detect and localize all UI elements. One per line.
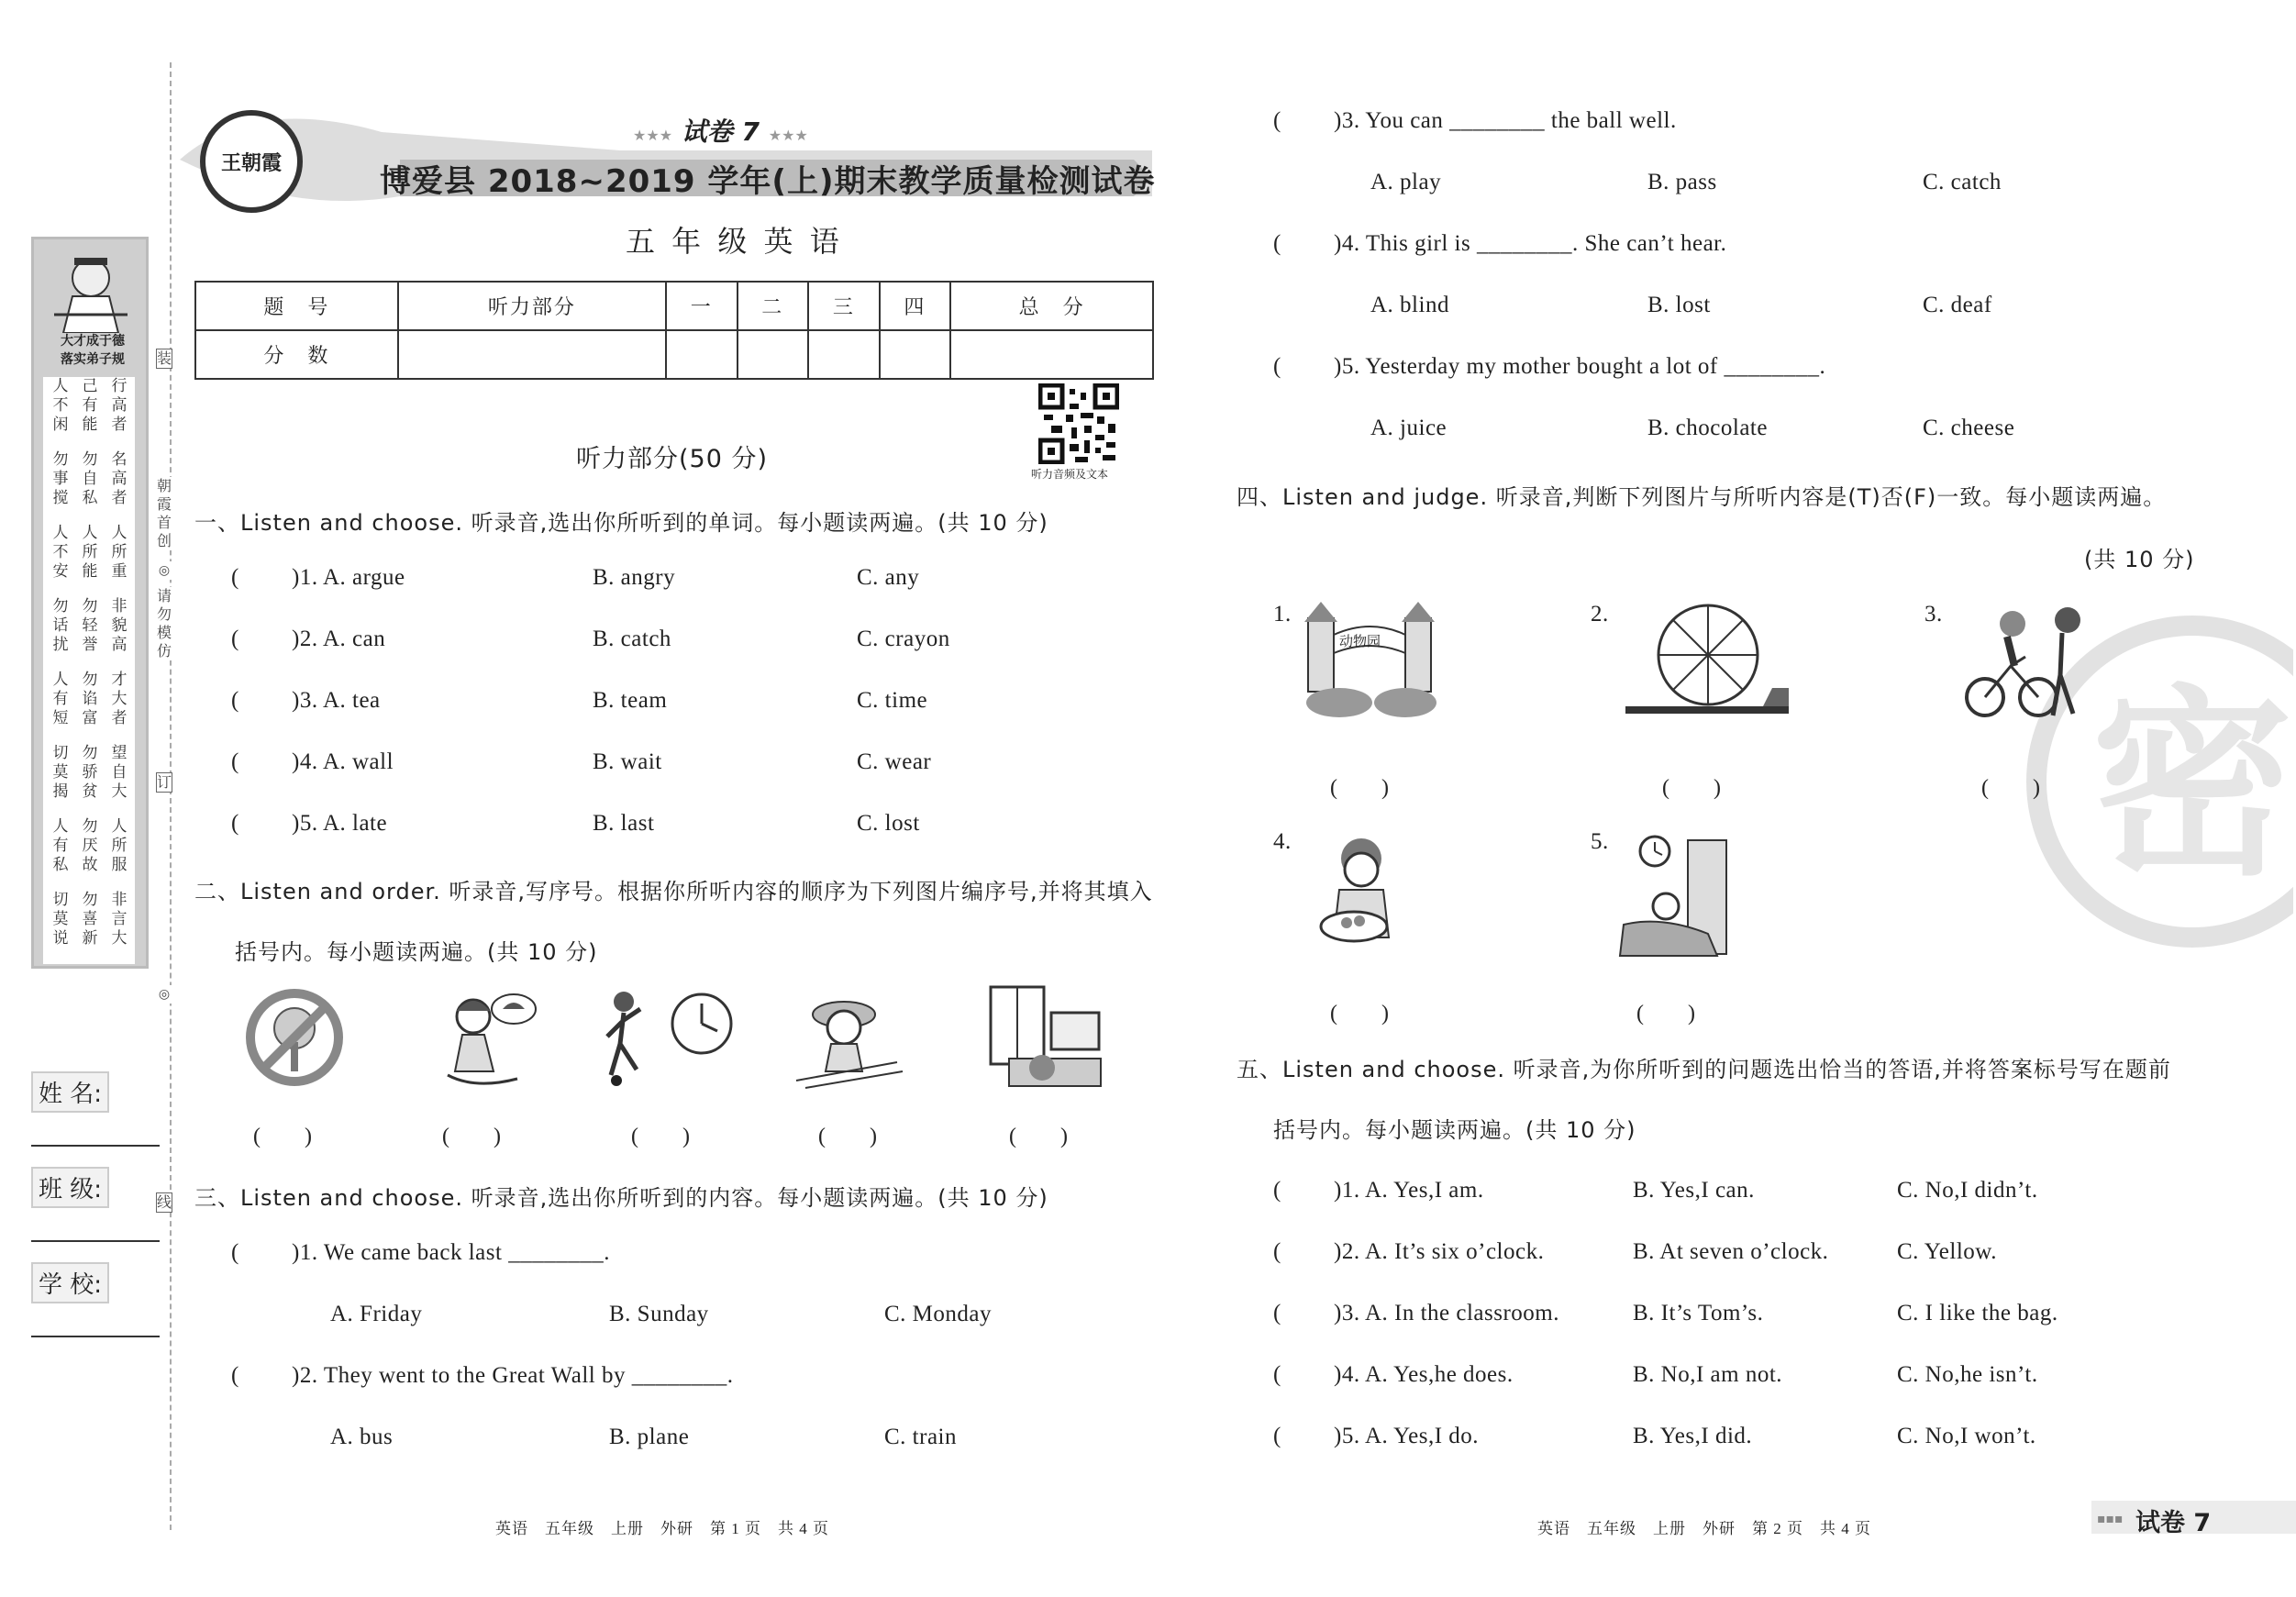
score-header: 题 号 (195, 282, 398, 330)
s4-label-1: 1. (1273, 602, 1292, 627)
answer-paren[interactable]: ( (1273, 231, 1281, 256)
section5-heading-1: 五、Listen and choose. 听录音,为你所听到的问题选出恰当的答语,并将答案标号写在题前 (1237, 1057, 2171, 1082)
s3-question: )1. We came back last ________. (292, 1240, 610, 1265)
zoo-sign: 动物园 (1339, 633, 1381, 649)
s3-option-b: B. Sunday (609, 1302, 709, 1326)
motto-col: 勿话扰 (52, 597, 69, 654)
s5-option-a: )3. A. In the classroom. (1334, 1301, 1559, 1325)
motto-columns (43, 377, 135, 964)
boy-waking-picture (1616, 833, 1730, 959)
girl-hat-picture (429, 983, 539, 1093)
side-text-1: 朝霞首创 (156, 477, 172, 549)
s1-option-a: )3. A. tea (292, 688, 381, 713)
section3-heading: 三、Listen and choose. 听录音,选出你所听到的内容。每小题读两遍。(共 10 分) (194, 1185, 1048, 1211)
s3-option-c: C. train (884, 1425, 957, 1449)
answer-paren[interactable]: ( (1273, 1362, 1281, 1387)
motto-col: 非言大 (111, 891, 128, 948)
subject-title: 五 年 级 英 语 (626, 224, 843, 259)
zoo-picture (1303, 602, 1440, 717)
s2-answer-4[interactable]: ( ) (818, 1125, 877, 1148)
answer-paren[interactable]: ( (231, 627, 239, 651)
no-tree-picture (244, 987, 345, 1088)
s1-option-c: C. any (857, 565, 920, 590)
ferris-wheel-picture (1625, 600, 1789, 714)
answer-paren[interactable]: ( (1273, 1239, 1281, 1264)
motto-col: 勿骄贫 (82, 744, 98, 801)
section4-points: (共 10 分) (2084, 547, 2195, 572)
s5-option-a: )1. A. Yes,I am. (1334, 1178, 1484, 1203)
score-cell[interactable] (666, 330, 738, 379)
s3-option-c: C. Monday (884, 1302, 992, 1326)
section4-heading: 四、Listen and judge. 听录音,判断下列图片与所听内容是(T)否(F)一致。每小题读两遍。 (1237, 484, 2167, 510)
cut-mark-1: 装 (157, 349, 172, 367)
ring-icon: ◎ (156, 985, 172, 1004)
s3-option-b: B. plane (609, 1425, 690, 1449)
answer-paren[interactable]: ( (231, 1240, 239, 1265)
s5-option-c: C. I like the bag. (1897, 1301, 2058, 1325)
answer-paren[interactable]: ( (1273, 354, 1281, 379)
qr-caption: 听力音频及文本 (1031, 468, 1109, 481)
cut-mark-3: 线 (157, 1193, 172, 1211)
score-header: 一 (666, 282, 738, 330)
s3-option-a: A. play (1370, 170, 1442, 194)
s3-option-a: A. blind (1370, 293, 1449, 317)
motto-col: 勿喜新 (82, 891, 98, 948)
motto-col: 切莫揭 (52, 744, 69, 801)
qr-code-icon[interactable] (1038, 383, 1119, 464)
answer-paren[interactable]: ( (231, 565, 239, 590)
motto-col: 人所能 (82, 524, 98, 581)
name-label: 姓 名: (31, 1071, 109, 1113)
s5-option-c: C. No,he isn’t. (1897, 1362, 2038, 1387)
exam-title: 博爱县 2018~2019 学年(上)期末教学质量检测试卷 (380, 163, 1156, 200)
score-header: 听力部分 (398, 282, 666, 330)
scholar-figure-icon (54, 250, 128, 333)
logo-text: 王朝霞 (220, 150, 282, 174)
score-cell[interactable] (880, 330, 951, 379)
s1-option-b: B. last (593, 811, 655, 836)
s3-question: )5. Yesterday my mother bought a lot of ________. (1334, 354, 1826, 379)
motto-strip (31, 237, 149, 969)
s5-option-b: B. It’s Tom’s. (1633, 1301, 1764, 1325)
s1-option-b: B. angry (593, 565, 676, 590)
motto-col: 己有能 (82, 377, 98, 434)
s1-option-a: )4. A. wall (292, 749, 394, 774)
motto-col: 勿事搅 (52, 450, 69, 507)
star-icon: ★★★ (633, 127, 673, 144)
s4-label-4: 4. (1273, 829, 1292, 854)
answer-paren[interactable]: ( (1273, 1424, 1281, 1448)
watermark-text: 密 (2091, 668, 2293, 903)
paper-label-text: 试卷 7 (681, 116, 760, 147)
s3-option-b: B. chocolate (1647, 416, 1768, 440)
s4-answer-1[interactable]: ( ) (1330, 776, 1389, 800)
s1-option-c: C. time (857, 688, 928, 713)
side-text-2: 请勿模仿 (156, 587, 172, 660)
s1-option-a: )1. A. argue (292, 565, 405, 590)
s5-option-a: )2. A. It’s six o’clock. (1334, 1239, 1545, 1264)
s1-option-c: C. crayon (857, 627, 950, 651)
answer-paren[interactable]: ( (231, 1363, 239, 1388)
score-cell[interactable] (808, 330, 880, 379)
s3-option-b: B. lost (1647, 293, 1711, 317)
class-label: 班 级: (31, 1167, 109, 1208)
name-input-line[interactable] (31, 1145, 160, 1147)
motto-col: 人有短 (52, 671, 69, 727)
s5-option-b: B. At seven o’clock. (1633, 1239, 1829, 1264)
s5-option-c: C. Yellow. (1897, 1239, 1997, 1264)
section2-heading-1: 二、Listen and order. 听录音,写序号。根据你所听内容的顺序为下列图片编序号,并将其填入 (194, 879, 1153, 904)
s3-option-a: A. Friday (330, 1302, 423, 1326)
s3-option-c: C. cheese (1923, 416, 2015, 440)
bedroom-picture (982, 981, 1110, 1095)
score-header: 二 (738, 282, 809, 330)
class-input-line[interactable] (31, 1240, 160, 1242)
s1-option-b: B. team (593, 688, 668, 713)
paper-label-top (633, 112, 808, 149)
s3-option-c: C. catch (1923, 170, 2002, 194)
s5-option-a: )4. A. Yes,he does. (1334, 1362, 1514, 1387)
score-table (194, 281, 1154, 380)
score-cell[interactable] (738, 330, 809, 379)
motto-col: 人所重 (111, 524, 128, 581)
s5-option-a: )5. A. Yes,I do. (1334, 1424, 1480, 1448)
section2-heading-2: 括号内。每小题读两遍。(共 10 分) (235, 939, 598, 965)
star-icon: ★★★ (768, 127, 808, 144)
s3-option-c: C. deaf (1923, 293, 1992, 317)
s4-label-2: 2. (1591, 602, 1609, 627)
s4-answer-4[interactable]: ( ) (1330, 1002, 1389, 1026)
s5-option-b: B. No,I am not. (1633, 1362, 1783, 1387)
s1-option-b: B. wait (593, 749, 662, 774)
score-row-label: 分 数 (195, 330, 398, 379)
score-header: 三 (808, 282, 880, 330)
s5-option-c: C. No,I didn’t. (1897, 1178, 2038, 1203)
s3-option-b: B. pass (1647, 170, 1717, 194)
motto-col: 切莫说 (52, 891, 69, 948)
bicycle-friends-picture (1959, 602, 2097, 723)
motto-col: 人不闲 (52, 377, 69, 434)
score-header: 总 分 (950, 282, 1153, 330)
s5-option-b: B. Yes,I did. (1633, 1424, 1753, 1448)
binding-line (170, 62, 172, 1530)
section5-heading-2: 括号内。每小题读两遍。(共 10 分) (1273, 1117, 1636, 1143)
section1-heading: 一、Listen and choose. 听录音,选出你所听到的单词。每小题读两遍。(共 10 分) (194, 510, 1048, 536)
brand-logo (200, 110, 303, 213)
s4-answer-2[interactable]: ( ) (1662, 776, 1721, 800)
cut-mark-2: 订 (157, 773, 172, 791)
motto-col: 行高者 (111, 377, 128, 434)
motto-col: 人不安 (52, 524, 69, 581)
football-clock-picture (596, 987, 734, 1088)
s4-label-3: 3. (1924, 602, 1943, 627)
s1-option-b: B. catch (593, 627, 671, 651)
answer-paren[interactable]: ( (1273, 1178, 1281, 1203)
answer-paren[interactable]: ( (231, 811, 239, 836)
s3-option-a: A. juice (1370, 416, 1447, 440)
motto-col: 非貌高 (111, 597, 128, 654)
s4-answer-3[interactable]: ( ) (1981, 776, 2040, 800)
footer-left: 英语 五年级 上册 外研 第 1 页 共 4 页 (495, 1520, 829, 1537)
motto-col: 望自大 (111, 744, 128, 801)
ring-icon: ◎ (156, 561, 172, 580)
school-label: 学 校: (31, 1262, 109, 1303)
score-cell[interactable] (398, 330, 666, 379)
motto-line-1: 大才成于德 (61, 334, 125, 349)
s1-option-a: )5. A. late (292, 811, 388, 836)
s3-question: )4. This girl is ________. She can’t hear. (1334, 231, 1727, 256)
s1-option-a: )2. A. can (292, 627, 386, 651)
motto-col: 勿厌故 (82, 817, 98, 874)
girl-crossing-picture (787, 989, 906, 1090)
s2-answer-2[interactable]: ( ) (442, 1125, 501, 1148)
answer-paren[interactable]: ( (231, 749, 239, 774)
motto-col: 人所服 (111, 817, 128, 874)
s3-question: )3. You can ________ the ball well. (1334, 108, 1677, 133)
motto-col: 人有私 (52, 817, 69, 874)
footer-right: 英语 五年级 上册 外研 第 2 页 共 4 页 (1537, 1520, 1871, 1537)
answer-paren[interactable]: ( (1273, 108, 1281, 133)
s5-option-b: B. Yes,I can. (1633, 1178, 1755, 1203)
s4-label-5: 5. (1591, 829, 1609, 854)
s4-answer-5[interactable]: ( ) (1636, 1002, 1695, 1026)
girl-washing-picture (1306, 835, 1416, 961)
score-header: 四 (880, 282, 951, 330)
s3-question: )2. They went to the Great Wall by ________. (292, 1363, 734, 1388)
motto-col: 才大者 (111, 671, 128, 727)
s1-option-c: C. wear (857, 749, 932, 774)
motto-line-2: 落实弟子规 (61, 352, 125, 367)
footer-dots-icon: ▪▪▪ (2097, 1512, 2124, 1526)
answer-paren[interactable]: ( (231, 688, 239, 713)
s3-option-a: A. bus (330, 1425, 394, 1449)
motto-col: 勿自私 (82, 450, 98, 507)
footer-paper-label: 试卷 7 (2135, 1509, 2212, 1537)
listening-heading: 听力部分(50 分) (576, 445, 769, 473)
answer-paren[interactable]: ( (1273, 1301, 1281, 1325)
s2-answer-3[interactable]: ( ) (631, 1125, 690, 1148)
score-cell[interactable] (950, 330, 1153, 379)
school-input-line[interactable] (31, 1336, 160, 1337)
s1-option-c: C. lost (857, 811, 920, 836)
motto-col: 勿轻誉 (82, 597, 98, 654)
s2-answer-1[interactable]: ( ) (253, 1125, 312, 1148)
motto-col: 名高者 (111, 450, 128, 507)
s2-answer-5[interactable]: ( ) (1009, 1125, 1068, 1148)
s5-option-c: C. No,I won’t. (1897, 1424, 2036, 1448)
motto-col: 勿谄富 (82, 671, 98, 727)
